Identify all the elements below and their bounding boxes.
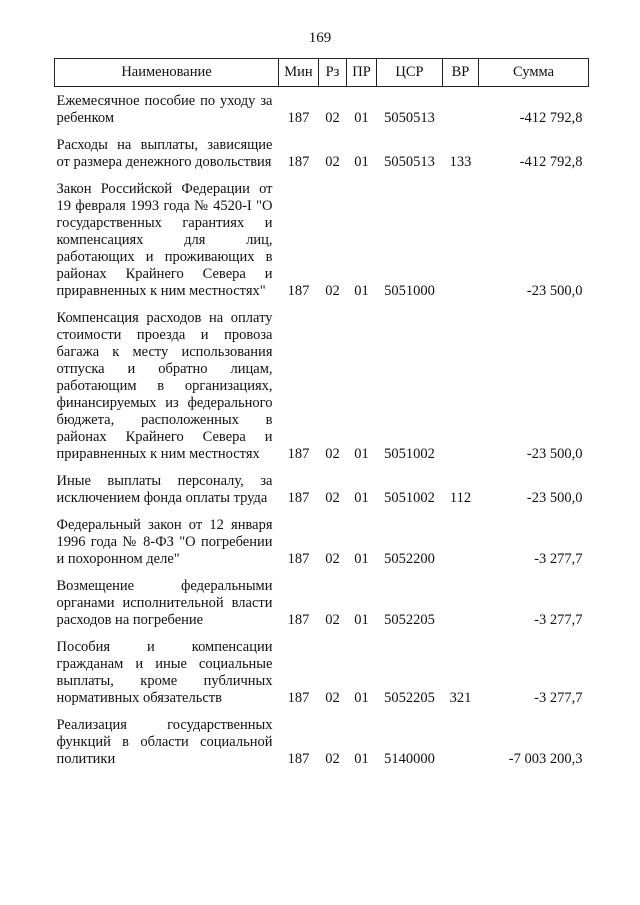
- header-csr: ЦСР: [377, 59, 443, 87]
- row-csr: 5051002: [384, 490, 435, 506]
- row-pr: 01: [354, 551, 369, 567]
- row-rz: 02: [325, 751, 340, 767]
- table-header-row: [55, 59, 589, 87]
- row-sum: -412 792,8: [519, 110, 583, 126]
- row-vr: 321: [449, 690, 472, 706]
- row-csr: 5050513: [384, 110, 435, 126]
- row-rz: 02: [325, 551, 340, 567]
- table-row: [55, 711, 589, 772]
- row-sum: -23 500,0: [526, 490, 583, 506]
- row-vr: [443, 572, 479, 633]
- row-csr: 5052205: [384, 690, 435, 706]
- row-csr: 5050513: [384, 154, 435, 170]
- row-vr: [443, 175, 479, 304]
- row-min: 187: [287, 612, 310, 628]
- row-vr: 133: [449, 154, 472, 170]
- table-row: [55, 467, 589, 511]
- header-vr: ВР: [443, 59, 479, 87]
- row-min: 187: [287, 154, 310, 170]
- page-number: 169: [308, 30, 332, 46]
- row-vr: 112: [449, 490, 472, 506]
- budget-table: [54, 58, 589, 772]
- row-sum: -3 277,7: [534, 612, 583, 628]
- header-name: Наименование: [55, 59, 279, 87]
- row-vr: [443, 711, 479, 772]
- row-name: Реализация государственных функций в области социальной политики: [56, 717, 273, 767]
- row-pr: 01: [354, 154, 369, 170]
- row-rz: 02: [325, 110, 340, 126]
- row-min: 187: [287, 110, 310, 126]
- row-rz: 02: [325, 612, 340, 628]
- row-sum: -3 277,7: [534, 690, 583, 706]
- table-row: [55, 131, 589, 175]
- row-pr: 01: [354, 283, 369, 299]
- row-min: 187: [287, 751, 310, 767]
- row-sum: -23 500,0: [526, 446, 583, 462]
- row-min: 187: [287, 490, 310, 506]
- row-pr: 01: [354, 751, 369, 767]
- row-csr: 5051002: [384, 446, 435, 462]
- row-rz: 02: [325, 490, 340, 506]
- row-sum: -3 277,7: [534, 551, 583, 567]
- row-rz: 02: [325, 446, 340, 462]
- table-row: [55, 572, 589, 633]
- row-name: Иные выплаты персоналу, за исключением фонда оплаты труда: [56, 473, 273, 506]
- row-min: 187: [287, 551, 310, 567]
- row-name: Компенсация расходов на оплату стоимости проезда и провоза багажа к месту использования отпуска и обратно лицам, работающим в организациях, финансируемых из федерального бюджета, расположенных в районах Крайнего Севера и приравненных к ним местностях: [56, 310, 273, 462]
- row-sum: -23 500,0: [526, 283, 583, 299]
- row-sum: -412 792,8: [519, 154, 583, 170]
- row-sum: -7 003 200,3: [508, 751, 583, 767]
- row-min: 187: [287, 446, 310, 462]
- row-csr: 5051000: [384, 283, 435, 299]
- row-csr: 5140000: [384, 751, 435, 767]
- header-pr: ПР: [347, 59, 377, 87]
- row-name: Ежемесячное пособие по уходу за ребенком: [56, 93, 273, 126]
- row-csr: 5052205: [384, 612, 435, 628]
- header-min: Мин: [279, 59, 319, 87]
- row-name: Федеральный закон от 12 января 1996 года № 8-ФЗ "О погребении и похоронном деле": [56, 517, 273, 567]
- row-pr: 01: [354, 612, 369, 628]
- row-name: Возмещение федеральными органами исполнительной власти расходов на погребение: [56, 578, 273, 628]
- row-vr: [443, 511, 479, 572]
- row-pr: 01: [354, 490, 369, 506]
- row-vr: [443, 304, 479, 467]
- table-row: [55, 633, 589, 711]
- table-row: [55, 304, 589, 467]
- row-name: Закон Российской Федерации от 19 февраля 1993 года № 4520-I "О государственных гарантиях и компенсациях для лиц, работающих и проживающих в районах Крайнего Севера и приравненных к ним местностях": [56, 181, 273, 299]
- row-pr: 01: [354, 690, 369, 706]
- row-pr: 01: [354, 110, 369, 126]
- row-vr: [443, 87, 479, 132]
- row-min: 187: [287, 690, 310, 706]
- row-name: Пособия и компенсации гражданам и иные социальные выплаты, кроме публичных нормативных обязательств: [56, 639, 273, 706]
- row-pr: 01: [354, 446, 369, 462]
- row-rz: 02: [325, 690, 340, 706]
- table-row: [55, 511, 589, 572]
- row-rz: 02: [325, 154, 340, 170]
- table-row: [55, 175, 589, 304]
- row-min: 187: [287, 283, 310, 299]
- row-rz: 02: [325, 283, 340, 299]
- row-csr: 5052200: [384, 551, 435, 567]
- row-name: Расходы на выплаты, зависящие от размера денежного довольствия: [56, 137, 273, 170]
- header-sum: Сумма: [479, 59, 589, 87]
- table-row: [55, 87, 589, 132]
- header-rz: Рз: [319, 59, 347, 87]
